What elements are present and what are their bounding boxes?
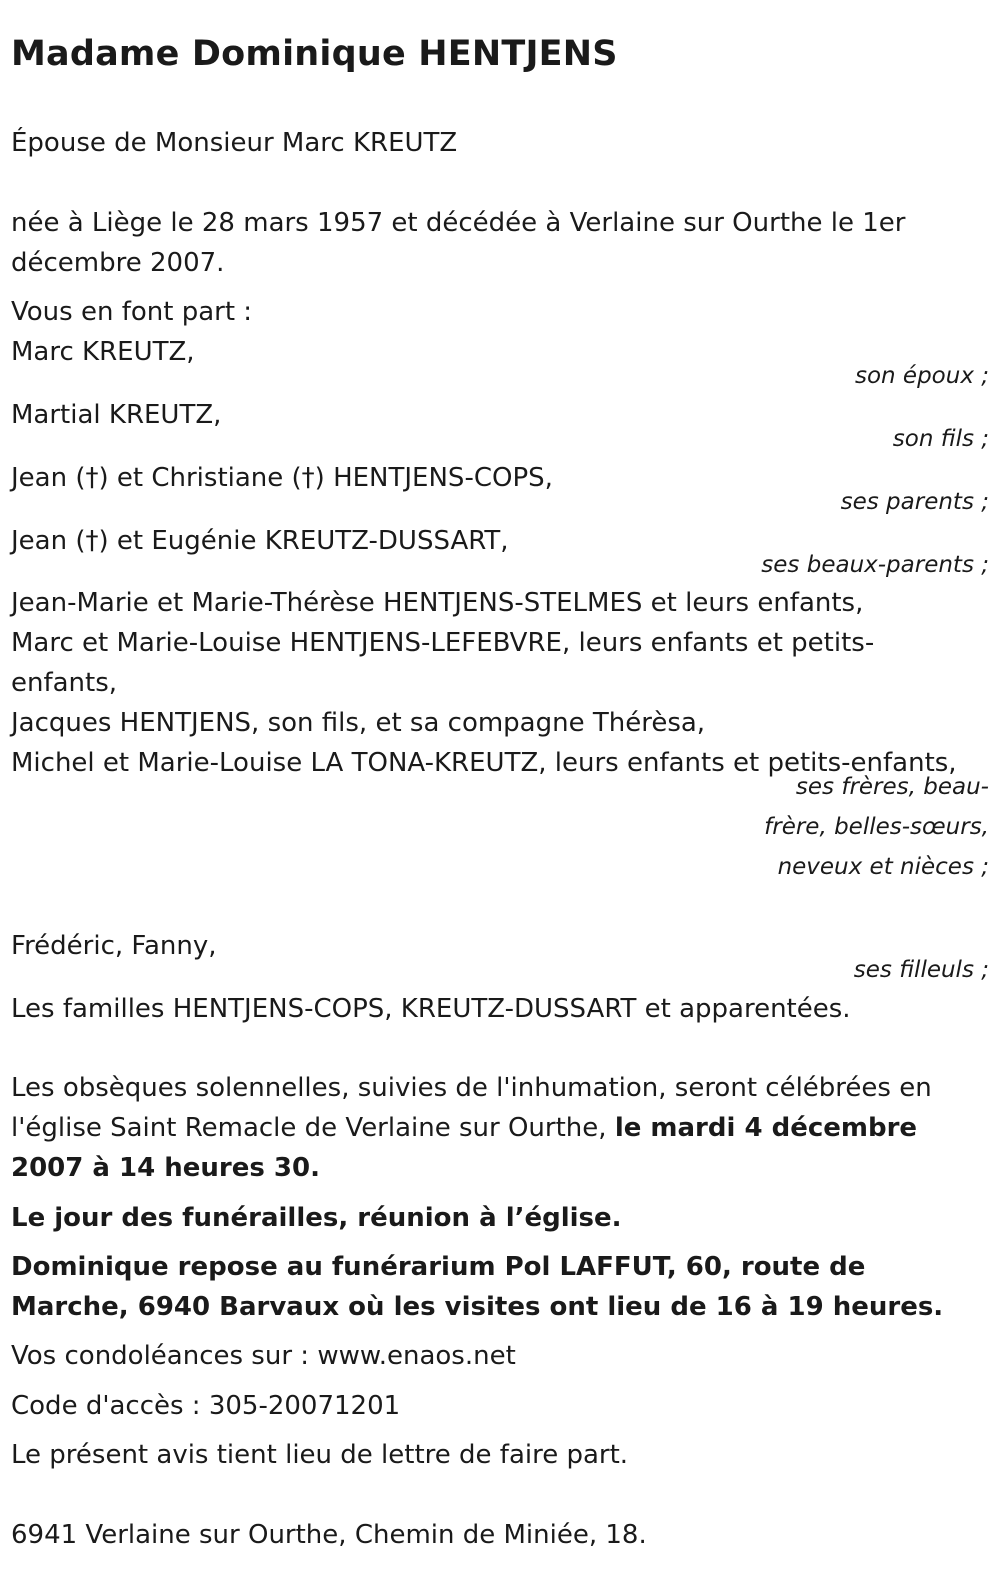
notice-text: Le présent avis tient lieu de lettre de faire part. (11, 1440, 629, 1470)
birth-death-text: née à Liège le 28 mars 1957 et décédée à Verlaine sur Ourthe le 1er décembre 2007. (11, 208, 906, 278)
family-member-relation: son époux ; (854, 363, 989, 389)
repose-text: Dominique repose au funérarium Pol LAFFUT, 60, route de Marche, 6940 Barvaux où les visites ont lieu de 16 à 19 heures. (11, 1252, 944, 1322)
families-line: Les familles HENTJENS-COPS, KREUTZ-DUSSART et apparentées. (11, 994, 851, 1024)
page-title: Madame Dominique HENTJENS (11, 34, 618, 74)
family-member-names: Jean (†) et Eugénie KREUTZ-DUSSART, (11, 526, 509, 556)
family-member-names: Martial KREUTZ, (11, 400, 222, 430)
funeral-text: Les obsèques solennelles, suivies de l'inhumation, seront célébrées en l'église Saint Remacle de Verlaine sur Ourthe, (11, 1073, 932, 1143)
meeting-text: Le jour des funérailles, réunion à l’église. (11, 1203, 622, 1233)
family-member-names: Jean (†) et Christiane (†) HENTJENS-COPS, (11, 463, 553, 493)
sibling-line: Michel et Marie-Louise LA TONA-KREUTZ, leurs enfants et petits-enfants, (11, 748, 957, 778)
sibling-line: Marc et Marie-Louise HENTJENS-LEFEBVRE, leurs enfants et petits-enfants, (11, 628, 875, 698)
spouse-line: Épouse de Monsieur Marc KREUTZ (11, 128, 458, 158)
sibling-line: Jacques HENTJENS, son fils, et sa compagne Thérèsa, (11, 708, 706, 738)
family-member-relation: son fils ; (892, 426, 989, 452)
family-member-relation: ses parents ; (840, 489, 989, 515)
family-member-relation: ses beaux-parents ; (761, 552, 989, 578)
address-text: 6941 Verlaine sur Ourthe, Chemin de Miniée, 18. (11, 1520, 647, 1550)
funeral-date: le mardi 4 décembre 2007 à 14 heures 30. (11, 1113, 918, 1183)
family-member-names: Marc KREUTZ, (11, 337, 195, 367)
funeral-paragraph (11, 1068, 989, 1188)
sibling-line: Jean-Marie et Marie-Thérèse HENTJENS-STELMES et leurs enfants, (11, 588, 864, 618)
intro-text: Vous en font part : (11, 297, 253, 327)
siblings-relation: ses frères, beau-frère, belles-sœurs, neveux et nièces ; (764, 774, 989, 880)
godchildren-names: Frédéric, Fanny, (11, 931, 217, 961)
condolences-text: Vos condoléances sur : www.enaos.net (11, 1341, 516, 1371)
access-code-text: Code d'accès : 305-20071201 (11, 1391, 401, 1421)
godchildren-relation: ses filleuls ; (853, 957, 989, 983)
